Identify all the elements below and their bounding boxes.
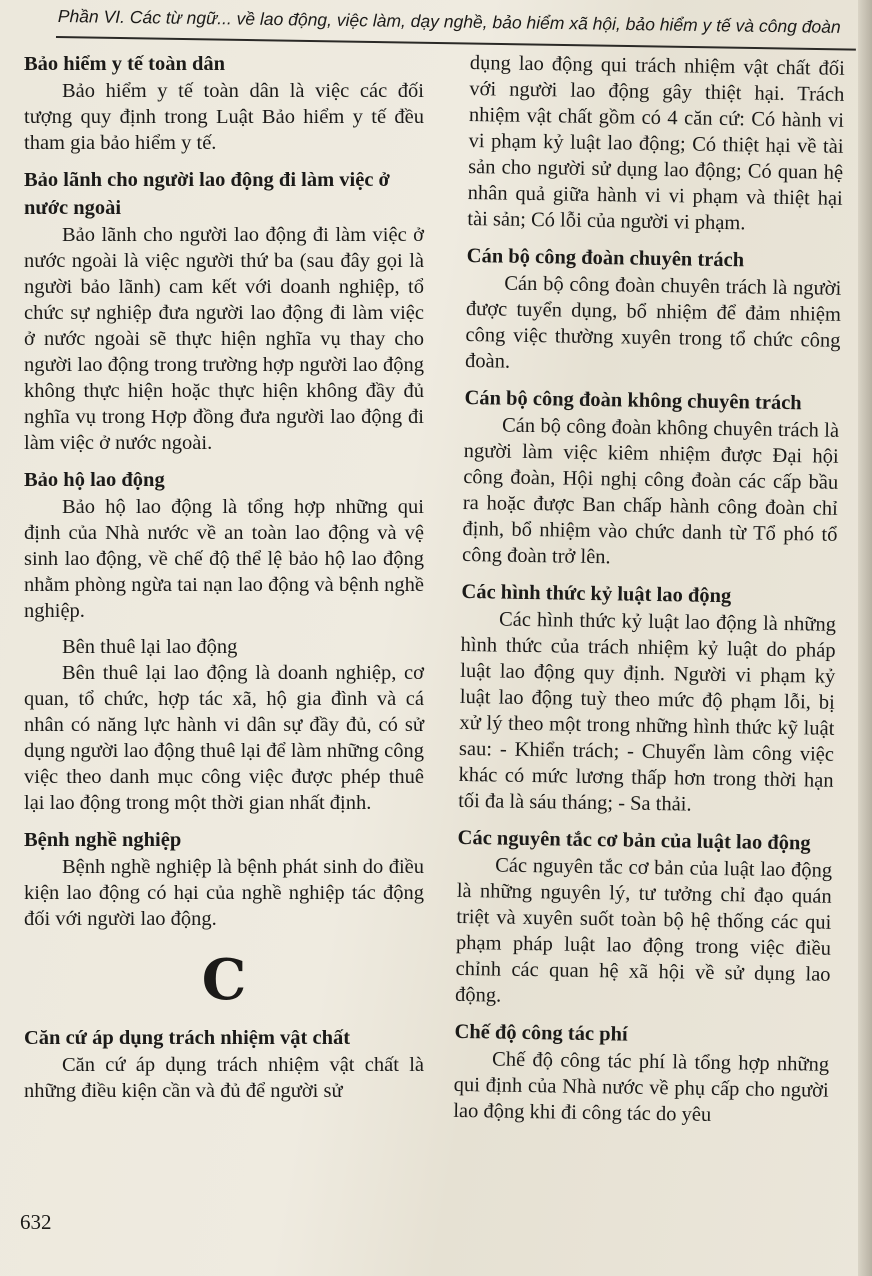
entry-body: Bệnh nghề nghiệp là bệnh phát sinh do điều kiện lao động có hại của nghề nghiệp tác động đối với người lao động. <box>24 856 424 930</box>
entry-heading: Cán bộ công đoàn chuyên trách <box>466 244 745 272</box>
entry-body: Bảo hộ lao động là tổng hợp những qui định của Nhà nước về an toàn lao động và vệ sinh lao động, về chế độ thể lệ bảo hộ lao động nhằm phòng ngừa tai nạn lao động và bệnh nghề nghiệp. <box>24 496 424 622</box>
entry-body: Bảo hiểm y tế toàn dân là việc các đối tượng quy định trong Luật Bảo hiểm y tế đều tham gia bảo hiểm y tế. <box>24 80 424 154</box>
left-column <box>24 50 424 1104</box>
entry-body: Căn cứ áp dụng trách nhiệm vật chất là những điều kiện cần và đủ để người sử <box>24 1054 424 1102</box>
right-column <box>453 50 845 1130</box>
entry-heading: Bảo lãnh cho người lao động đi làm việc ở nước ngoài <box>24 169 390 219</box>
entry-body: Bên thuê lại lao động là doanh nghiệp, cơ quan, tổ chức, hợp tác xã, hộ gia đình và cá nhân có năng lực hành vi dân sự đầy đủ, có sử dụng người lao động thuê lại để làm những công việc theo danh mục công việc được phép thuê lại lao động trong một thời gian nhất định. <box>24 662 424 814</box>
page-number: 632 <box>20 1210 52 1234</box>
entry-body: Cán bộ công đoàn không chuyên trách là người làm việc kiêm nhiệm được Đại hội công đoàn, Hội nghị công đoàn các cấp bầu ra hoặc được Ban chấp hành công đoàn chỉ định, bổ nhiệm vào chức danh từ Tổ phó tổ công đoàn trở lên. <box>461 414 840 569</box>
entry-body: Chế độ công tác phí là tổng hợp những qui định của Nhà nước về phụ cấp cho người lao động khi đi công tác do yêu <box>453 1048 830 1126</box>
book-spine-shadow <box>858 0 872 1276</box>
entry-heading: Căn cứ áp dụng trách nhiệm vật chất <box>24 1027 351 1049</box>
entry-body: Các hình thức kỷ luật lao động là những hình thức của trách nhiệm kỷ luật do pháp luật lao động quy định. Người vi phạm kỷ luật lao động tuỳ theo mức độ phạm lỗi, bị xử lý theo một trong những hình thức kỹ luật sau: - Khiển trách; - Chuyển làm công việc khác có mức lương thấp hơn trong thời hạn tối đa là sáu tháng; - Sa thải. <box>458 608 837 816</box>
entry-heading: Chế độ công tác phí <box>454 1020 628 1046</box>
entry-heading: Bảo hộ lao động <box>24 469 165 491</box>
continued-text: dụng lao động qui trách nhiệm vật chất đối với người lao động gây thiệt hại. Trách nhiệm vật chất gồm có 4 căn cứ: Có hành vi vi phạm kỷ luật lao động; Có thiệt hại về tài sản cho người sử dụng lao động; Có quan hệ nhân quả giữa hành vi vi phạm và thiệt hại tài sản; Có lỗi của người vi phạm. <box>467 51 845 235</box>
entry-body: Các nguyên tắc cơ bản của luật lao động là những nguyên lý, tư tưởng chỉ đạo quán triệt và xuyên suốt toàn bộ hệ thống các qui phạm pháp luật lao động trong việc điều chỉnh các quan hệ xã hội về sử dụng lao động. <box>454 854 833 1007</box>
entry-body: Cán bộ công đoàn chuyên trách là người được tuyển dụng, bổ nhiệm để đảm nhiệm công việc thường xuyên trong tổ chức công đoàn. <box>464 272 842 373</box>
entry-heading: Bệnh nghề nghiệp <box>24 829 182 851</box>
entry-heading: Các nguyên tắc cơ bản của luật lao động <box>457 826 811 855</box>
entry-body: Bảo lãnh cho người lao động đi làm việc ở nước ngoài là việc người thứ ba (sau đây gọi là người bảo lãnh) cam kết với doanh nghiệp, tổ chức sự nghiệp đưa người lao động đi làm việc ở nước ngoài sẽ thực hiện nghĩa vụ thay cho người lao động trong trường hợp người lao động không thực hiện hoặc thực hiện không đầy đủ nghĩa vụ trong Hợp đồng đưa người lao động đi làm việc ở nước ngoài. <box>24 224 424 454</box>
entry-heading-plain: Bên thuê lại lao động <box>62 636 238 658</box>
entry-heading: Cán bộ công đoàn không chuyên trách <box>464 386 802 415</box>
entry-heading: Các hình thức kỷ luật lao động <box>461 580 732 608</box>
entry-heading: Bảo hiểm y tế toàn dân <box>24 53 226 75</box>
section-letter: C <box>201 947 247 1013</box>
running-header: Phần VI. Các từ ngữ... về lao động, việc làm, dạy nghề, bảo hiểm xã hội, bảo hiểm y tế và công đoàn <box>57 6 841 37</box>
